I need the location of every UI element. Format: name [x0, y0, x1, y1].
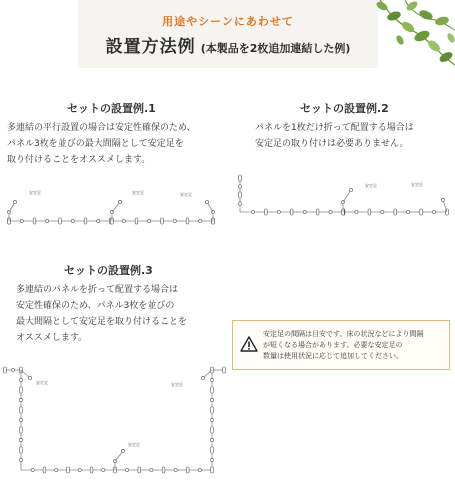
panel-joint [210, 438, 213, 441]
panel-post [186, 218, 189, 224]
panel-post [135, 218, 138, 224]
panel-joint [210, 378, 213, 381]
panel-joint [277, 210, 280, 213]
panel-post [290, 209, 293, 215]
panel-post [90, 467, 93, 473]
panel-joint [349, 188, 352, 191]
panel-joint [97, 219, 100, 222]
panel-joint [102, 468, 105, 471]
panel-joint [13, 200, 16, 203]
layout-diagram-1 [7, 189, 214, 224]
panel-joint [19, 438, 22, 441]
panel-joint [78, 468, 81, 471]
panel-joint [19, 418, 22, 421]
stabilizer-foot-label: 安定足 [180, 192, 192, 197]
stabilizer-foot-label: 安定足 [365, 183, 377, 188]
panel-post [59, 218, 62, 224]
panel-post [316, 209, 319, 215]
section-3-line: 最大間隔として安定足を取り付けることを [16, 317, 188, 327]
stabilizer-foot-line [112, 202, 120, 212]
layout-diagram-2 [238, 175, 448, 215]
panel-joint [432, 210, 435, 213]
panel-joint [19, 398, 22, 401]
caution-line: が短くなる場合があります。必要な安定足の [263, 341, 403, 349]
panel-post [20, 447, 23, 453]
stabilizer-foot-line [343, 190, 351, 202]
stabilizer-foot-label: 安定足 [411, 182, 423, 187]
panel-joint [441, 198, 444, 201]
panel-joint [126, 468, 129, 471]
section-2-line: 安定足の取り付けは必要ありません。 [255, 139, 409, 149]
caution-line: 安定足の間隔は目安です。床の状況などにより間隔 [263, 330, 424, 338]
panel-post [265, 209, 268, 215]
panel-post [239, 192, 242, 198]
panel-post [33, 218, 36, 224]
layout-diagram-3 [4, 367, 226, 473]
panel-post [138, 467, 141, 473]
panel-joint [251, 210, 254, 213]
stabilizer-foot-line [115, 451, 123, 461]
panel-joint [46, 219, 49, 222]
panel-post [84, 218, 87, 224]
section-2-line: パネルを1枚だけ折って配置する場合は [255, 123, 414, 133]
stabilizer-foot-label: 安定足 [132, 190, 144, 195]
panel-joint [19, 458, 22, 461]
panel-post [394, 209, 397, 215]
panel-post [368, 209, 371, 215]
section-1-line: 取り付けることをオススメします。 [7, 155, 151, 165]
panel-joint [210, 418, 213, 421]
panel-post [211, 447, 214, 453]
panel-joint [150, 468, 153, 471]
panel-joint [210, 398, 213, 401]
panel-joint [210, 458, 213, 461]
page-title: 設置方法例 [105, 37, 196, 57]
page-title-note: (本製品を2枚追加連結した例) [200, 42, 351, 55]
section-3-line: 多連結のパネルを折って配置する場合は [16, 285, 179, 295]
panel-joint [20, 219, 23, 222]
panel-joint [31, 468, 34, 471]
panel-post [161, 218, 164, 224]
panel-joint [55, 468, 58, 471]
panel-joint [238, 202, 241, 205]
panel-joint [407, 210, 410, 213]
panel-joint [303, 210, 306, 213]
panel-joint [11, 368, 14, 371]
panel-post [211, 407, 214, 413]
panel-post [211, 387, 214, 393]
section-1-line: パネル3枚を並びの最大間隔として安定足を [7, 139, 184, 149]
panel-joint [201, 376, 204, 379]
caution-line: 数量は使用状況に応じて追加してください。 [263, 352, 403, 360]
panel-joint [121, 449, 124, 452]
panel-joint [329, 210, 332, 213]
panel-post [211, 467, 214, 473]
panel-joint [174, 468, 177, 471]
panel-joint [205, 200, 208, 203]
panel-joint [118, 200, 121, 203]
stabilizer-foot-label: 安定足 [29, 190, 41, 195]
panel-post [67, 467, 70, 473]
section-2-title: セットの設置例.2 [300, 102, 389, 115]
panel-joint [148, 219, 151, 222]
panel-post [20, 387, 23, 393]
panel-joint [19, 378, 22, 381]
panel-joint [238, 185, 241, 188]
section-3-line: 安定性確保のため、パネル3枚を並びの [16, 301, 175, 311]
panel-post [239, 175, 242, 181]
panel-post [43, 467, 46, 473]
stabilizer-foot-label: 安定足 [128, 442, 140, 447]
panel-joint [381, 210, 384, 213]
panel-post [186, 467, 189, 473]
panel-joint [199, 219, 202, 222]
section-3-line: オススメします。 [16, 333, 88, 343]
section-1-line: 多連結の平行設置の場合は安定性確保のため、 [7, 123, 196, 133]
section-3-title: セットの設置例.3 [64, 264, 153, 277]
section-1-title: セットの設置例.1 [67, 102, 156, 115]
panel-post [4, 367, 7, 373]
panel-joint [173, 219, 176, 222]
panel-joint [355, 210, 358, 213]
stabilizer-foot-label: 安定足 [171, 382, 183, 387]
panel-post [211, 427, 214, 433]
panel-post [162, 467, 165, 473]
panel-post [20, 427, 23, 433]
panel-post [223, 367, 226, 373]
panel-joint [122, 219, 125, 222]
stabilizer-foot-label: 安定足 [36, 380, 48, 385]
panel-joint [28, 376, 31, 379]
panel-post [420, 209, 423, 215]
panel-joint [71, 219, 74, 222]
panel-post [20, 407, 23, 413]
panel-joint [198, 468, 201, 471]
header-subtitle: 用途やシーンにあわせて [162, 15, 294, 28]
